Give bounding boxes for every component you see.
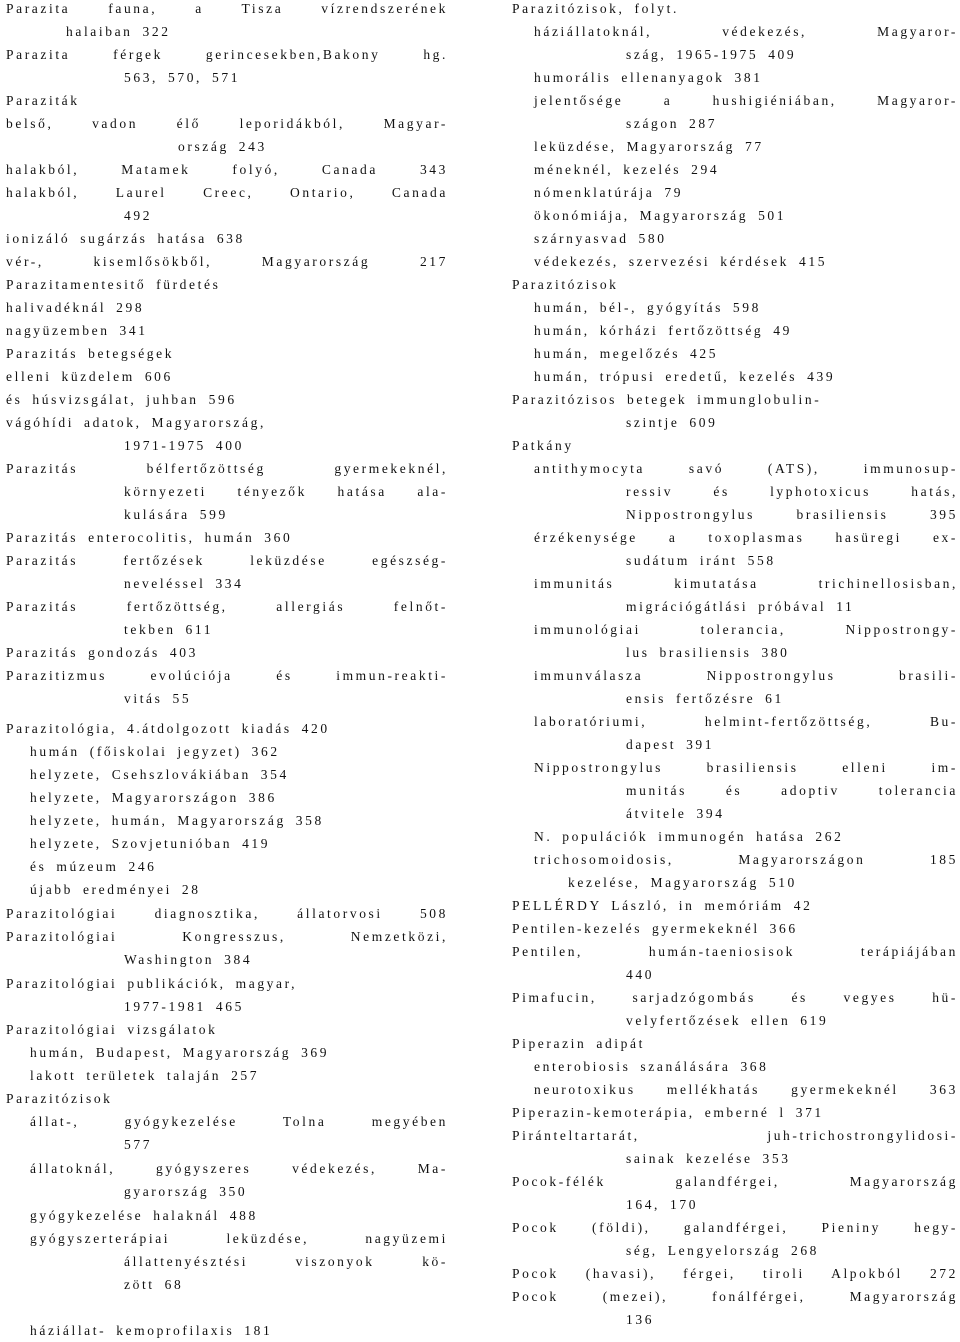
index-entry-text: Nippostrongylus brasiliensis elleni im- bbox=[534, 760, 958, 775]
index-entry-text: háziállat- kemoprofilaxis 181 bbox=[30, 1323, 273, 1338]
index-entry-text: lus brasiliensis 380 bbox=[626, 645, 790, 660]
index-entry-text: enterobiosis szanálására 368 bbox=[534, 1059, 769, 1074]
index-entry-line bbox=[512, 805, 958, 823]
index-entry-line bbox=[512, 736, 958, 754]
index-entry-text: nómenklatúrája 79 bbox=[534, 185, 684, 200]
index-entry-text: Parazitológia, 4.átdolgozott kiadás 420 bbox=[6, 721, 330, 736]
index-entry-text: méneknél, kezelés 294 bbox=[534, 162, 720, 177]
index-entry-line bbox=[6, 1021, 448, 1039]
index-entry-line bbox=[6, 230, 448, 248]
index-entry-text: gyarország 350 bbox=[124, 1184, 248, 1199]
index-entry-text: Parazitás fertőzések leküzdése egészség- bbox=[6, 553, 448, 568]
index-entry-text: Pentilen-kezelés gyermekeknél 366 bbox=[512, 921, 798, 936]
index-entry-line bbox=[512, 644, 958, 662]
index-entry-line bbox=[512, 1035, 958, 1053]
index-entry-text: Pocok-félék galandférgei, Magyarország bbox=[512, 1174, 958, 1189]
index-entry-text: lakott területek talaján 257 bbox=[30, 1068, 260, 1083]
index-entry-line bbox=[6, 1183, 448, 1201]
index-entry-text: Pocok (földi), galandférgei, Pieniny hegy- bbox=[512, 1220, 958, 1235]
index-entry-text: helyzete, Szovjetunióban 419 bbox=[30, 836, 271, 851]
index-entry-text: újabb eredményei 28 bbox=[30, 882, 201, 897]
index-entry-text: Parazita férgek gerincesekben,Bakony hg. bbox=[6, 47, 448, 62]
index-entry-text: érzékenysége a toxoplasmas hasüregi ex- bbox=[534, 530, 958, 545]
index-entry-text: jelentősége a hushigiéniában, Magyaror- bbox=[534, 93, 958, 108]
index-entry-text: Parazitás fertőzöttség, allergiás felnőt- bbox=[6, 599, 448, 614]
index-entry-text: Washington 384 bbox=[124, 952, 253, 967]
index-entry-text: halaiban 322 bbox=[66, 24, 171, 39]
index-entry-line bbox=[6, 391, 448, 409]
index-entry-line bbox=[512, 460, 958, 478]
index-entry-line bbox=[512, 1311, 958, 1329]
index-entry-text: védekezés, szervezési kérdések 415 bbox=[534, 254, 828, 269]
index-entry-text: kezelése, Magyarország 510 bbox=[568, 875, 797, 890]
index-entry-text: Parazitás gondozás 403 bbox=[6, 645, 198, 660]
index-entry-line bbox=[512, 1265, 958, 1283]
index-entry-line bbox=[512, 23, 958, 41]
index-entry-line bbox=[512, 276, 958, 294]
index-entry-line bbox=[6, 207, 448, 225]
index-entry-text: Pentilen, humán-taeniosisok terápiájában bbox=[512, 944, 958, 959]
index-entry-line bbox=[6, 835, 448, 853]
index-entry-line bbox=[6, 644, 448, 662]
index-entry-text: Parazitózisok bbox=[512, 277, 619, 292]
index-entry-line bbox=[512, 92, 958, 110]
index-entry-line bbox=[512, 920, 958, 938]
index-entry-line bbox=[512, 253, 958, 271]
index-entry-line bbox=[6, 1322, 448, 1340]
index-entry-line bbox=[512, 1242, 958, 1260]
index-entry-line bbox=[6, 253, 448, 271]
index-entry-text: ressiv és lyphotoxicus hatás, bbox=[626, 484, 958, 499]
index-entry-line bbox=[6, 1253, 448, 1271]
index-entry-text: 136 bbox=[626, 1312, 655, 1327]
index-entry-text: ország 243 bbox=[178, 139, 267, 154]
index-entry-text: és múzeum 246 bbox=[30, 859, 157, 874]
index-entry-text: humán, bél-, gyógyítás 598 bbox=[534, 300, 761, 315]
index-entry-text: Parazitás enterocolitis, humán 360 bbox=[6, 530, 293, 545]
index-entry-line bbox=[512, 667, 958, 685]
index-entry-text: 492 bbox=[124, 208, 153, 223]
index-entry-text: állat-, gyógykezelése Tolna megyében bbox=[30, 1114, 448, 1129]
index-entry-line bbox=[6, 789, 448, 807]
index-entry-line bbox=[6, 690, 448, 708]
index-entry-line bbox=[6, 1230, 448, 1248]
index-entry-text: halivadéknál 298 bbox=[6, 300, 145, 315]
index-entry-text: 577 bbox=[124, 1137, 153, 1152]
index-entry-text: 1977-1981 465 bbox=[124, 999, 244, 1014]
index-entry-line bbox=[6, 998, 448, 1016]
index-entry-text: Pimafucin, sarjadzógombás és vegyes hü- bbox=[512, 990, 958, 1005]
index-entry-line bbox=[512, 46, 958, 64]
index-entry-text: leküzdése, Magyarország 77 bbox=[534, 139, 764, 154]
index-entry-line bbox=[6, 115, 448, 133]
index-entry-text: ség, Lengyelország 268 bbox=[626, 1243, 820, 1258]
index-entry-line bbox=[512, 161, 958, 179]
index-entry-text: humán, Budapest, Magyarország 369 bbox=[30, 1045, 330, 1060]
index-entry-text: PELLÉRDY László, in memóriám 42 bbox=[512, 898, 813, 913]
index-entry-line bbox=[512, 345, 958, 363]
index-entry-line bbox=[512, 529, 958, 547]
index-entry-line bbox=[6, 1067, 448, 1085]
index-entry-line bbox=[512, 874, 958, 892]
index-entry-text: szágon 287 bbox=[626, 116, 718, 131]
index-entry-text: velyfertőzések ellen 619 bbox=[626, 1013, 829, 1028]
index-entry-text: neurotoxikus mellékhatás gyermekeknél 363 bbox=[534, 1082, 958, 1097]
index-entry-text: Parazitózisos betegek immunglobulin- bbox=[512, 392, 822, 407]
index-entry-line bbox=[6, 69, 448, 87]
index-entry-text: 1971-1975 400 bbox=[124, 438, 244, 453]
index-entry-line bbox=[512, 1196, 958, 1214]
index-entry-text: immunológiai tolerancia, Nippostrongy- bbox=[534, 622, 958, 637]
index-entry-text: elleni küzdelem 606 bbox=[6, 369, 173, 384]
index-entry-text: ensis fertőzésre 61 bbox=[626, 691, 784, 706]
index-entry-text: állatoknál, gyógyszeres védekezés, Ma- bbox=[30, 1161, 448, 1176]
index-entry-text: sainak kezelése 353 bbox=[626, 1151, 791, 1166]
index-entry-line bbox=[512, 598, 958, 616]
index-entry-line bbox=[512, 0, 958, 18]
index-entry-text: környezeti tényezők hatása ala- bbox=[124, 484, 448, 499]
index-entry-line bbox=[512, 621, 958, 639]
index-entry-line bbox=[512, 897, 958, 915]
index-entry-line bbox=[6, 1044, 448, 1062]
index-entry-text: Parazitológiai diagnosztika, állatorvosi 508 bbox=[6, 906, 448, 921]
index-entry-line bbox=[512, 552, 958, 570]
index-entry-text: nagyüzemben 341 bbox=[6, 323, 148, 338]
index-entry-line bbox=[6, 0, 448, 18]
index-entry-text: szárnyasvad 580 bbox=[534, 231, 667, 246]
index-entry-text: zött 68 bbox=[124, 1277, 184, 1292]
index-entry-text: Piperazin adipát bbox=[512, 1036, 645, 1051]
index-entry-text: halakból, Laurel Creec, Ontario, Canada bbox=[6, 185, 448, 200]
index-entry-line bbox=[512, 966, 958, 984]
index-entry-text: Parazitológiai vizsgálatok bbox=[6, 1022, 218, 1037]
index-entry-text: tekben 611 bbox=[124, 622, 214, 637]
index-entry-line bbox=[512, 207, 958, 225]
index-entry-text: átvitele 394 bbox=[626, 806, 725, 821]
index-entry-text: Parazitológiai publikációk, magyar, bbox=[6, 976, 298, 991]
index-entry-line bbox=[6, 368, 448, 386]
index-entry-line bbox=[6, 951, 448, 969]
index-entry-line bbox=[6, 437, 448, 455]
index-entry-line bbox=[6, 975, 448, 993]
index-entry-line bbox=[6, 552, 448, 570]
index-entry-text: vér-, kisemlősökből, Magyarország 217 bbox=[6, 254, 448, 269]
index-entry-line bbox=[512, 391, 958, 409]
index-entry-text: gyógyszerterápiai leküzdése, nagyüzemi bbox=[30, 1231, 448, 1246]
index-entry-line bbox=[6, 529, 448, 547]
index-entry-line bbox=[6, 299, 448, 317]
index-entry-line bbox=[6, 460, 448, 478]
index-entry-line bbox=[512, 989, 958, 1007]
index-entry-text: humán, trópusi eredetű, kezelés 439 bbox=[534, 369, 836, 384]
index-entry-line bbox=[6, 1207, 448, 1225]
index-entry-line bbox=[6, 92, 448, 110]
index-entry-line bbox=[6, 905, 448, 923]
index-entry-text: Pocok (mezei), fonálférgei, Magyarország bbox=[512, 1289, 958, 1304]
index-entry-text: Parazitizmus evolúciója és immun-reakti- bbox=[6, 668, 448, 683]
index-entry-line bbox=[6, 46, 448, 64]
index-entry-line bbox=[6, 322, 448, 340]
index-entry-text: háziállatoknál, védekezés, Magyaror- bbox=[534, 24, 958, 39]
index-entry-line bbox=[6, 881, 448, 899]
index-entry-text: Piperazin-kemoterápia, emberné l 371 bbox=[512, 1105, 824, 1120]
index-entry-text: Parazita fauna, a Tisza vízrendszerének bbox=[6, 1, 448, 16]
index-entry-line bbox=[512, 690, 958, 708]
index-entry-line bbox=[6, 483, 448, 501]
index-entry-line bbox=[512, 322, 958, 340]
index-entry-line bbox=[512, 575, 958, 593]
index-entry-text: Piránteltartarát, juh-trichostrongylidosi- bbox=[512, 1128, 958, 1143]
index-entry-line bbox=[512, 506, 958, 524]
index-entry-text: gyógykezelése halaknál 488 bbox=[30, 1208, 258, 1223]
index-entry-line bbox=[512, 115, 958, 133]
index-entry-text: trichosomoidosis, Magyarországon 185 bbox=[534, 852, 958, 867]
index-entry-text: humán, kórházi fertőzöttség 49 bbox=[534, 323, 792, 338]
index-entry-line bbox=[512, 782, 958, 800]
index-entry-line bbox=[512, 299, 958, 317]
index-entry-line bbox=[6, 345, 448, 363]
index-entry-line bbox=[512, 69, 958, 87]
index-entry-line bbox=[6, 1090, 448, 1108]
index-entry-line bbox=[6, 276, 448, 294]
index-entry-line bbox=[512, 1081, 958, 1099]
index-entry-text: Parazitás betegségek bbox=[6, 346, 175, 361]
index-entry-line bbox=[6, 506, 448, 524]
index-entry-line bbox=[512, 943, 958, 961]
index-entry-text: belső, vadon élő leporidákból, Magyar- bbox=[6, 116, 448, 131]
index-entry-line bbox=[6, 1113, 448, 1131]
index-entry-line bbox=[6, 720, 448, 738]
index-entry-text: N. populációk immunogén hatása 262 bbox=[534, 829, 844, 844]
index-entry-line bbox=[6, 858, 448, 876]
index-entry-line bbox=[6, 23, 448, 41]
index-entry-text: humán (főiskolai jegyzet) 362 bbox=[30, 744, 280, 759]
index-entry-line bbox=[6, 575, 448, 593]
index-entry-text: neveléssel 334 bbox=[124, 576, 244, 591]
index-entry-text: humorális ellenanyagok 381 bbox=[534, 70, 763, 85]
index-entry-line bbox=[512, 828, 958, 846]
index-entry-text: Pocok (havasi), férgei, tiroli Alpokból 272 bbox=[512, 1266, 958, 1281]
index-entry-text: szág, 1965-1975 409 bbox=[626, 47, 797, 62]
index-entry-text: immunválasza Nippostrongylus brasili- bbox=[534, 668, 958, 683]
index-entry-line bbox=[512, 1012, 958, 1030]
index-entry-line bbox=[6, 1160, 448, 1178]
index-entry-text: kulására 599 bbox=[124, 507, 228, 522]
index-entry-line bbox=[512, 184, 958, 202]
index-entry-line bbox=[512, 1219, 958, 1237]
index-entry-text: Parazitózisok, folyt. bbox=[512, 1, 679, 16]
index-entry-text: helyzete, humán, Magyarország 358 bbox=[30, 813, 324, 828]
index-entry-line bbox=[6, 138, 448, 156]
index-entry-text: ionizáló sugárzás hatása 638 bbox=[6, 231, 245, 246]
index-entry-text: állattenyésztési viszonyok kö- bbox=[124, 1254, 448, 1269]
index-entry-text: 164, 170 bbox=[626, 1197, 699, 1212]
index-entry-line bbox=[512, 759, 958, 777]
index-entry-line bbox=[512, 851, 958, 869]
index-entry-line bbox=[512, 713, 958, 731]
index-entry-text: dapest 391 bbox=[626, 737, 715, 752]
index-entry-line bbox=[6, 928, 448, 946]
index-entry-text: Parazitológiai Kongresszus, Nemzetközi, bbox=[6, 929, 448, 944]
index-entry-line bbox=[512, 1058, 958, 1076]
index-entry-line bbox=[512, 1288, 958, 1306]
index-entry-line bbox=[6, 667, 448, 685]
index-entry-text: laboratóriumi, helmint-fertőzöttség, Bu- bbox=[534, 714, 958, 729]
index-entry-text: Patkány bbox=[512, 438, 574, 453]
index-entry-text: Parazitózisok bbox=[6, 1091, 113, 1106]
index-entry-text: Parazitás bélfertőzöttség gyermekeknél, bbox=[6, 461, 448, 476]
index-entry-line bbox=[512, 483, 958, 501]
index-entry-line bbox=[6, 1276, 448, 1294]
index-entry-line bbox=[512, 1150, 958, 1168]
index-entry-line bbox=[512, 230, 958, 248]
index-entry-text: antithymocyta savó (ATS), immunosup- bbox=[534, 461, 958, 476]
index-entry-text: immunitás kimutatása trichinellosisban, bbox=[534, 576, 958, 591]
index-entry-text: helyzete, Magyarországon 386 bbox=[30, 790, 277, 805]
index-entry-text: munitás és adoptiv tolerancia bbox=[626, 783, 958, 798]
index-entry-text: 563, 570, 571 bbox=[124, 70, 241, 85]
index-entry-line bbox=[512, 1127, 958, 1145]
index-entry-text: helyzete, Csehszlovákiában 354 bbox=[30, 767, 289, 782]
index-entry-text: és húsvizsgálat, juhban 596 bbox=[6, 392, 237, 407]
index-entry-text: ökonómiája, Magyarország 501 bbox=[534, 208, 787, 223]
index-entry-line bbox=[512, 1104, 958, 1122]
index-entry-text: Parazitamentesitő fürdetés bbox=[6, 277, 221, 292]
index-entry-text: halakból, Matamek folyó, Canada 343 bbox=[6, 162, 448, 177]
index-entry-text: vágóhídi adatok, Magyarország, bbox=[6, 415, 266, 430]
index-entry-line bbox=[6, 414, 448, 432]
index-entry-line bbox=[6, 812, 448, 830]
index-entry-line bbox=[6, 1136, 448, 1154]
index-entry-line bbox=[512, 1173, 958, 1191]
index-entry-line bbox=[6, 621, 448, 639]
index-entry-text: vitás 55 bbox=[124, 691, 192, 706]
index-entry-line bbox=[6, 161, 448, 179]
index-entry-text: migrációgátlási próbával 11 bbox=[626, 599, 855, 614]
index-entry-line bbox=[512, 138, 958, 156]
index-entry-text: Paraziták bbox=[6, 93, 80, 108]
index-entry-line bbox=[512, 414, 958, 432]
index-entry-line bbox=[512, 368, 958, 386]
index-entry-line bbox=[6, 184, 448, 202]
index-entry-text: 440 bbox=[626, 967, 655, 982]
index-entry-text: Nippostrongylus brasiliensis 395 bbox=[626, 507, 958, 522]
index-entry-text: humán, megelőzés 425 bbox=[534, 346, 719, 361]
index-entry-line bbox=[512, 437, 958, 455]
index-entry-text: szintje 609 bbox=[626, 415, 718, 430]
index-entry-line bbox=[6, 598, 448, 616]
index-entry-text: sudátum iránt 558 bbox=[626, 553, 776, 568]
index-entry-line bbox=[6, 766, 448, 784]
index-entry-line bbox=[6, 743, 448, 761]
